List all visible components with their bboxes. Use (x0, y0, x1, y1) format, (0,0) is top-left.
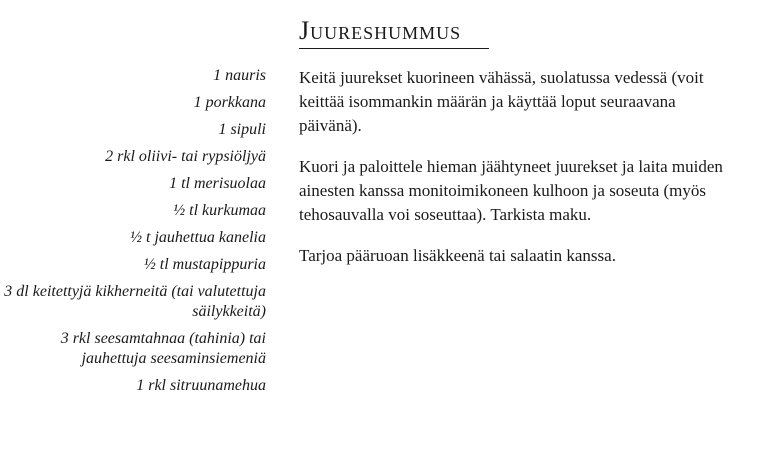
ingredient-item: 3 dl keitettyjä kikherneitä (tai valutettuja säilykkeitä) (4, 283, 266, 320)
ingredient-item: ½ tl kurkumaa (173, 202, 266, 219)
ingredient-item: ½ t jauhettua kanelia (130, 229, 266, 246)
ingredient-item: 2 rkl oliivi- tai rypsiöljyä (105, 148, 266, 165)
ingredient-item: 1 nauris (213, 67, 266, 84)
ingredient-item: 3 rkl seesamtahnaa (tahinia) tai jauhettuja seesaminsiemeniä (60, 330, 266, 367)
method-step: Tarjoa pääruoan lisäkkeenä tai salaatin kanssa. (299, 246, 616, 265)
method-instructions (299, 66, 729, 285)
ingredient-item: 1 porkkana (193, 94, 266, 111)
ingredient-list (0, 66, 266, 403)
method-step: Keitä juurekset kuorineen vähässä, suolatussa vedessä (voit keittää isommankin määrän ja käyttää loput seuraavana päivänä). (299, 68, 704, 135)
ingredient-item: ½ tl mustapippuria (143, 256, 266, 273)
ingredient-item: 1 tl merisuolaa (169, 175, 266, 192)
title-underline (299, 48, 489, 49)
ingredient-item: 1 rkl sitruunamehua (136, 377, 266, 394)
ingredient-item: 1 sipuli (218, 121, 266, 138)
method-step: Kuori ja paloittele hieman jäähtyneet juurekset ja laita muiden ainesten kanssa monitoimikoneen kulhoon ja soseuta (myös tehosauvalla voi soseuttaa). Tarkista maku. (299, 157, 723, 224)
recipe-title: Juureshummus (299, 16, 462, 45)
